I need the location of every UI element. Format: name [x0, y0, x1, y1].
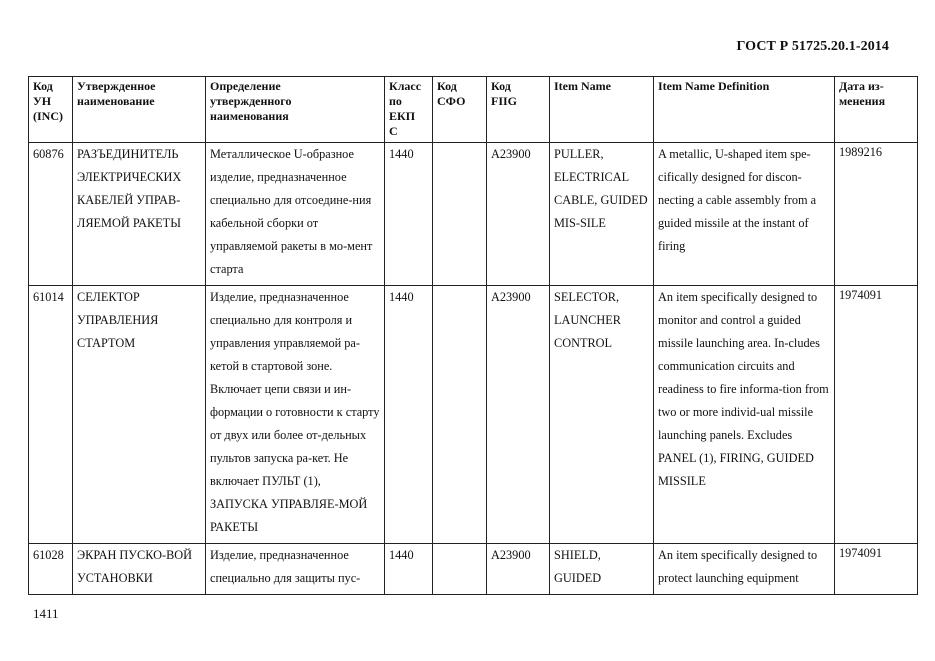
header-sfo: Код СФО [433, 77, 487, 143]
cell-name: СЕЛЕКТОР УПРАВЛЕНИЯ СТАРТОМ [73, 286, 206, 544]
cell-sfo [433, 544, 487, 595]
cell-fiig: A23900 [487, 286, 550, 544]
header-code: Код УН (INC) [29, 77, 73, 143]
table-row [29, 143, 918, 286]
cell-item-name: PULLER, ELECTRICAL CABLE, GUIDED MIS-SILE [550, 143, 654, 286]
cell-item-name: SHIELD, GUIDED [550, 544, 654, 595]
cell-fiig: A23900 [487, 143, 550, 286]
cell-date: 1974091 [835, 286, 918, 544]
cell-name: РАЗЪЕДИНИТЕЛЬ ЭЛЕКТРИЧЕСКИХ КАБЕЛЕЙ УПРАВ-ЛЯЕМОЙ РАКЕТЫ [73, 143, 206, 286]
header-class: Класс по ЕКП С [385, 77, 433, 143]
cell-sfo [433, 143, 487, 286]
cell-date: 1989216 [835, 143, 918, 286]
header-date: Дата из- менения [835, 77, 918, 143]
header-name: Утвержденное наименование [73, 77, 206, 143]
document-code: ГОСТ Р 51725.20.1-2014 [736, 39, 889, 54]
table-row [29, 544, 918, 595]
cell-item-name: SELECTOR, LAUNCHER CONTROL [550, 286, 654, 544]
cell-name: ЭКРАН ПУСКО-ВОЙ УСТАНОВКИ [73, 544, 206, 595]
cell-class: 1440 [385, 286, 433, 544]
header-item-name: Item Name [550, 77, 654, 143]
cell-class: 1440 [385, 143, 433, 286]
items-table [28, 76, 918, 595]
cell-item-definition: An item specifically designed to monitor and control a guided missile launching area. In-cludes communication circuits and readiness to fire informa-tion from two or more individ-ual missile launching panels. Excludes PANEL (1), FIRING, GUIDED MISSILE [654, 286, 835, 544]
cell-sfo [433, 286, 487, 544]
cell-definition: Изделие, предназначенное специально для защиты пус- [206, 544, 385, 595]
page-number: 1411 [33, 606, 59, 621]
cell-definition: Изделие, предназначенное специально для контроля и управления управляемой ра-кетой в стартовой зоне. Включает цепи связи и ин-формации о готовности к старту от двух или более от-дельных пультов запуска ра-кет. Не включает ПУЛЬТ (1), ЗАПУСКА УПРАВЛЯЕ-МОЙ РАКЕТЫ [206, 286, 385, 544]
cell-code: 61028 [29, 544, 73, 595]
cell-date: 1974091 [835, 544, 918, 595]
cell-code: 61014 [29, 286, 73, 544]
cell-class: 1440 [385, 544, 433, 595]
cell-definition: Металлическое U-образное изделие, предназначенное специально для отсоедине-ния кабельной сборки от управляемой ракеты в мо-мент старта [206, 143, 385, 286]
cell-item-definition: A metallic, U-shaped item spe-cifically designed for discon-necting a cable assembly from a guided missile at the instant of firing [654, 143, 835, 286]
header-definition: Определение утвержденного наименования [206, 77, 385, 143]
header-fiig: Код FIIG [487, 77, 550, 143]
table-header-row [29, 77, 918, 143]
cell-fiig: A23900 [487, 544, 550, 595]
header-item-definition: Item Name Definition [654, 77, 835, 143]
table-row [29, 286, 918, 544]
cell-item-definition: An item specifically designed to protect launching equipment [654, 544, 835, 595]
cell-code: 60876 [29, 143, 73, 286]
